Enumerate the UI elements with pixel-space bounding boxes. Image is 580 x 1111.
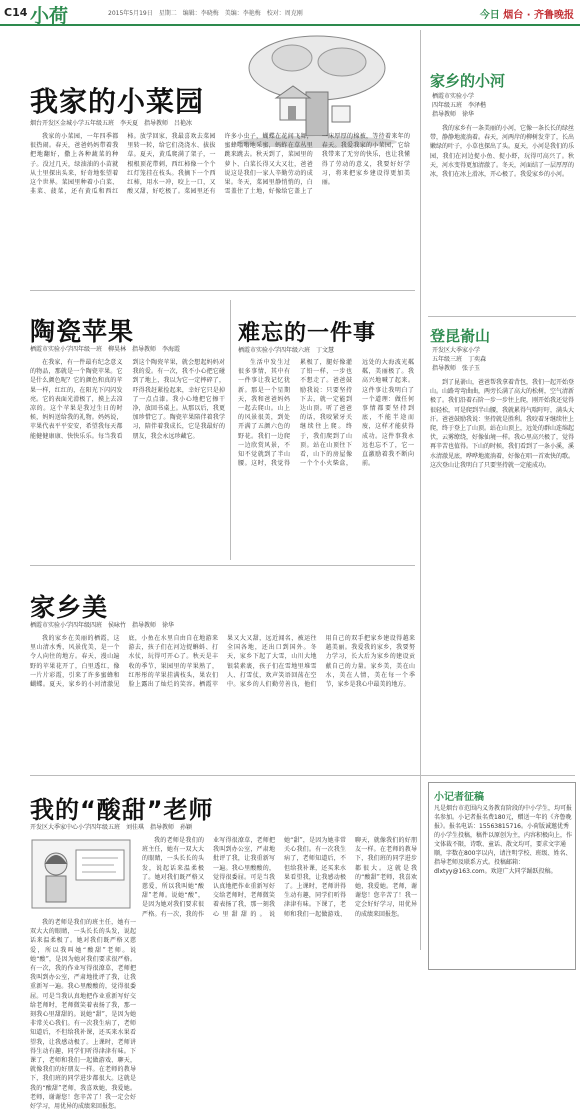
sidebar-byline-teacher: 指导教师 徐华 — [432, 111, 475, 118]
section-divider — [30, 775, 575, 776]
section-divider — [30, 290, 415, 291]
article-byline: 栖霞市实验小学四年级四班 侯咏竹 指导教师 徐华 — [30, 622, 175, 629]
article-body: 我的老师是我们的班主任，她有一双大大的眼睛，一头长长的头发，说起话来温柔极了。她对我们既严格又慈爱，所以我叫她“酸甜”老师。说她“酸”，是因为她对我们要求很严格。有一次，我的作业写得很潦草，老师把我叫到办公室，严肃地批评了我，让我重新写一遍。我心里酸酸的，觉得很委屈。可是当我认真地把作业重新写好交给老师时，老师微笑着表扬了我，那一刻我心里甜甜的。说她“甜”，是因为她非常关心我们。有一次我生病了，老师知道后，不但给我补课，还买来水果看望我，让我感动极了。上课时，老师讲得生动有趣，同学们听得津津有味。下课了，老师和我们一起做游戏、聊天，就像我们的好朋友一样。在老师的教导下，我们班的同学进步都很大。这就是我的“酸甜”老师，我喜欢她，我爱她。老师，谢谢您！您辛苦了！我一定会好好学习，用优异的成绩来回报您。 — [142, 837, 417, 918]
article-title: 我的“酸甜”老师 — [30, 796, 214, 824]
brand-logo — [480, 6, 574, 21]
sidebar-body: 我的家乡有一条美丽的小河，它像一条长长的绿丝带，静静地流淌着。春天，河两岸的柳树发芽了，长出嫩绿的叶子，小草也探出了头。夏天，小河是我们的乐园，我们在河边捉小鱼、捉小虾，玩得可高兴了。秋天，河水变得更加清澈了。冬天，河面结了一层厚厚的冰，我们在冰上滑冰，开心极了。我爱家乡的小河。 — [430, 125, 575, 179]
article-title: 陶瓷苹果 — [30, 317, 135, 346]
brand-prefix: 今日 — [479, 10, 500, 21]
article-title: 我家的小菜园 — [30, 85, 205, 118]
article-body: 我的家乡在美丽的栖霞，这里山清水秀，风景优美，是一个令人向往的地方。春天，漫山遍野的苹果花开了，白里透红，像一片片彩霞，引来了许多蜜蜂和蝴蝶。夏天，家乡的小河清澈见底，小鱼在水里自由自在地游来游去，孩子们在河边捉蝌蚪、打水仗，玩得可开心了。秋天是丰收的季节，果园里的苹果熟了，红彤彤的苹果挂满枝头，果农们脸上露出了灿烂的笑容。栖霞苹果又大又甜，远近闻名，被运往全国各地，还出口到国外。冬天，家乡下起了大雪，山川大地银装素裹，孩子们在雪地里堆雪人、打雪仗，欢声笑语回荡在空中。家乡的人们勤劳善良，他们用自己的双手把家乡建设得越来越美丽。我爱我的家乡，我要努力学习，长大后为家乡的建设贡献自己的力量。家乡美，美在山水，美在人情，美在每一个季节，家乡是我心中最美的地方。 — [30, 635, 415, 689]
page-number: C14 — [4, 6, 28, 19]
sidebar-byline-school: 栖霞市实验小学 — [432, 93, 475, 100]
column-divider — [420, 30, 421, 950]
article-title: 家乡美 — [30, 593, 109, 622]
article-byline: 开发区大季家中心小学四年级五班 刘佳琪 指导教师 孙颖 — [30, 824, 193, 831]
sidebar-byline-class: 四年级五班 李泽楷 — [432, 102, 487, 109]
article-title: 难忘的一件事 — [238, 321, 377, 346]
header-info: 2015年5月19日 星期二 编辑：李晓梅 美编：李艳梅 校对：周克刚 — [108, 10, 303, 17]
section-divider — [30, 565, 415, 566]
notice-body: 凡是烟台市范围内义务教育阶段的中小学生，均可报名参加。小记者报名费180元，赠送一年的《齐鲁晚报》。报名电话：15563815716。小荷版诚邀优秀的小学生投稿，稿件以原创为主，内容积极向上，作文体裁不限，诗歌、童话、散文均可，要求文字通顺，字数在800字以内，请注明学校、班级、姓名、指导老师及联系方式。投稿邮箱：dlxtyy@163.com。欢迎广大同学踊跃投稿。 — [434, 805, 573, 875]
section-name: 小荷 — [30, 5, 69, 27]
sidebar-title: 登昆嵛山 — [430, 327, 491, 345]
article-byline: 栖霞市实验小学四年级一班 柳昊林 指导教师 李海霞 — [30, 346, 181, 353]
article-body: 在我家，有一件最有纪念意义的物品，那就是一个陶瓷苹果。它是什么颜色呢？它的颜色和真的苹果一样，红红的，在阳光下闪闪发亮。它的表面光滑极了，摸上去凉凉的。这个苹果是我过生日的时候，妈妈送给我的礼物。妈妈说，苹果代表平平安安，希望我每天都能健健康康、快快乐乐。每当我看到这个陶瓷苹果，就会想起妈妈对我的爱。有一次，我不小心把它碰到了地上，我以为它一定摔碎了，吓得我赶紧捡起来，幸好它只是掉了一点点漆。我小心地把它擦干净，放回书桌上。从那以后，我更加珍惜它了。陶瓷苹果陪伴着我学习，陪伴着我成长，它是我最好的朋友，我会永远珍藏它。 — [30, 359, 225, 440]
brand-name: 烟台 · 齐鲁晚报 — [503, 10, 574, 21]
sidebar-byline-teacher: 指导教师 张子玉 — [432, 365, 481, 372]
sidebar-byline-class: 五年级三班 丁奕森 — [432, 356, 487, 363]
teacher-illustration — [26, 834, 136, 914]
sidebar-title: 家乡的小河 — [430, 72, 506, 90]
sidebar-byline-school: 开发区大季家小学 — [432, 347, 481, 354]
article-body: 生活中发生过很多事情，其中有一件事让我记忆犹新。那是一个星期天，我和爸爸妈妈一起去爬山。山上的风景很美，到处开满了五颜六色的野花。我们一边爬一边欣赏风景，不知不觉就到了半山腰。这时，我觉得累极了，腿好像灌了铅一样，一步也不想走了。爸爸鼓励我说：只要坚持下去，就一定能到达山顶。听了爸爸的话，我咬紧牙关继续往上爬。终于，我们爬到了山顶。站在山顶往下看，山下的房屋像一个个小火柴盒，远处的大海波光粼粼，美丽极了。我高兴地喊了起来。这件事让我明白了一个道理：做任何事情都要坚持到底，不能半途而废，这样才能获得成功。这件事我永远也忘不了，它一直激励着我不断向前。 — [238, 359, 414, 468]
sidebar-body: 到了昆嵛山，爸爸帮我拿着背包，我们一起开始登山。山路弯弯曲曲，两旁长满了高大的松树，空气清新极了。我们沿着石阶一步一步往上爬，刚开始我还觉得很轻松，可是爬到半山腰，我就累得气喘吁吁，满头大汗。爸爸鼓励我说：坚持就是胜利。我咬着牙继续往上爬，终于登上了山顶。站在山顶上，远处的群山连绵起伏，云雾缭绕，好像仙境一样。我心里高兴极了，觉得再辛苦也值得。下山的时候，我们看到了一条小溪，溪水清澈见底，哗哗地流淌着，好像在唱一首欢快的歌。这次登山让我明白了只要坚持就一定能成功。 — [430, 379, 575, 469]
article-body-lead-text: 我的老师是我们的班主任，她有一双大大的眼睛，一头长长的头发，说起话来温柔极了。她对我们既严格又慈爱，所以我叫她“酸甜”老师。说她“酸”，是因为她对我们要求很严格。有一次，我的作业写得很潦草，老师把我叫到办公室，严肃地批评了我，让我重新写一遍。我心里酸酸的，觉得很委屈。可是当我认真地把作业重新写好交给老师时，老师微笑着表扬了我，那一刻我心里甜甜的。说她“甜”，是因为她非常关心我们。有一次我生病了，老师知道后，不但给我补课，还买来水果看望我，让我感动极了。上课时，老师讲得生动有趣，同学们听得津津有味。下课了，老师和我们一起做游戏、聊天，就像我们的好朋友一样。在老师的教导下，我们班的同学进步都很大。这就是我的“酸甜”老师，我喜欢她，我爱她。老师，谢谢您！您辛苦了！我一定会好好学习，用优异的成绩来回报您。 — [30, 919, 136, 1111]
notice-title: 小记者征稿 — [434, 792, 484, 803]
column-divider — [230, 300, 231, 560]
article-byline: 烟台开发区金城小学五年级五班 李天夏 指导教师 吕艳冰 — [30, 120, 193, 127]
article-byline: 栖霞市实验小学四年级六班 丁文慧 — [238, 347, 335, 354]
sidebar-divider — [428, 316, 576, 317]
article-body: 我家的小菜园，一年四季都很热闹。春天，爸爸妈妈带着我把地翻好，撒上各种蔬菜的种子。没过几天，绿油油的小苗就从土里探出头来，好奇地张望着这个世界。菜园里种着小白菜、韭菜、菠菜，还有黄瓜和西红柿。放学回家，我最喜欢去菜园里转一转，给它们浇浇水、拔拔草。夏天，黄瓜爬满了架子，一根根顶花带刺，西红柿像一个个红灯笼挂在枝头。我摘下一个西红柿，用水一冲，咬上一口，又酸又甜，好吃极了。菜园里还有许多小虫子，蝴蝶在花间飞舞，蜜蜂嗡嗡地采蜜，蚂蚱在草丛里跳来跳去。秋天到了，菜园里的萝卜、白菜长得又大又壮，爸爸说这是我们一家人辛勤劳动的成果。冬天，菜园里静悄悄的，白雪盖住了土地，好像给它盖上了一床厚厚的棉被，等待着来年的春天。我爱我家的小菜园，它给我带来了无穷的快乐，也让我懂得了劳动的意义，我要好好学习，将来把家乡建设得更加美丽。 — [30, 133, 410, 196]
article-body-lead — [30, 918, 136, 1111]
